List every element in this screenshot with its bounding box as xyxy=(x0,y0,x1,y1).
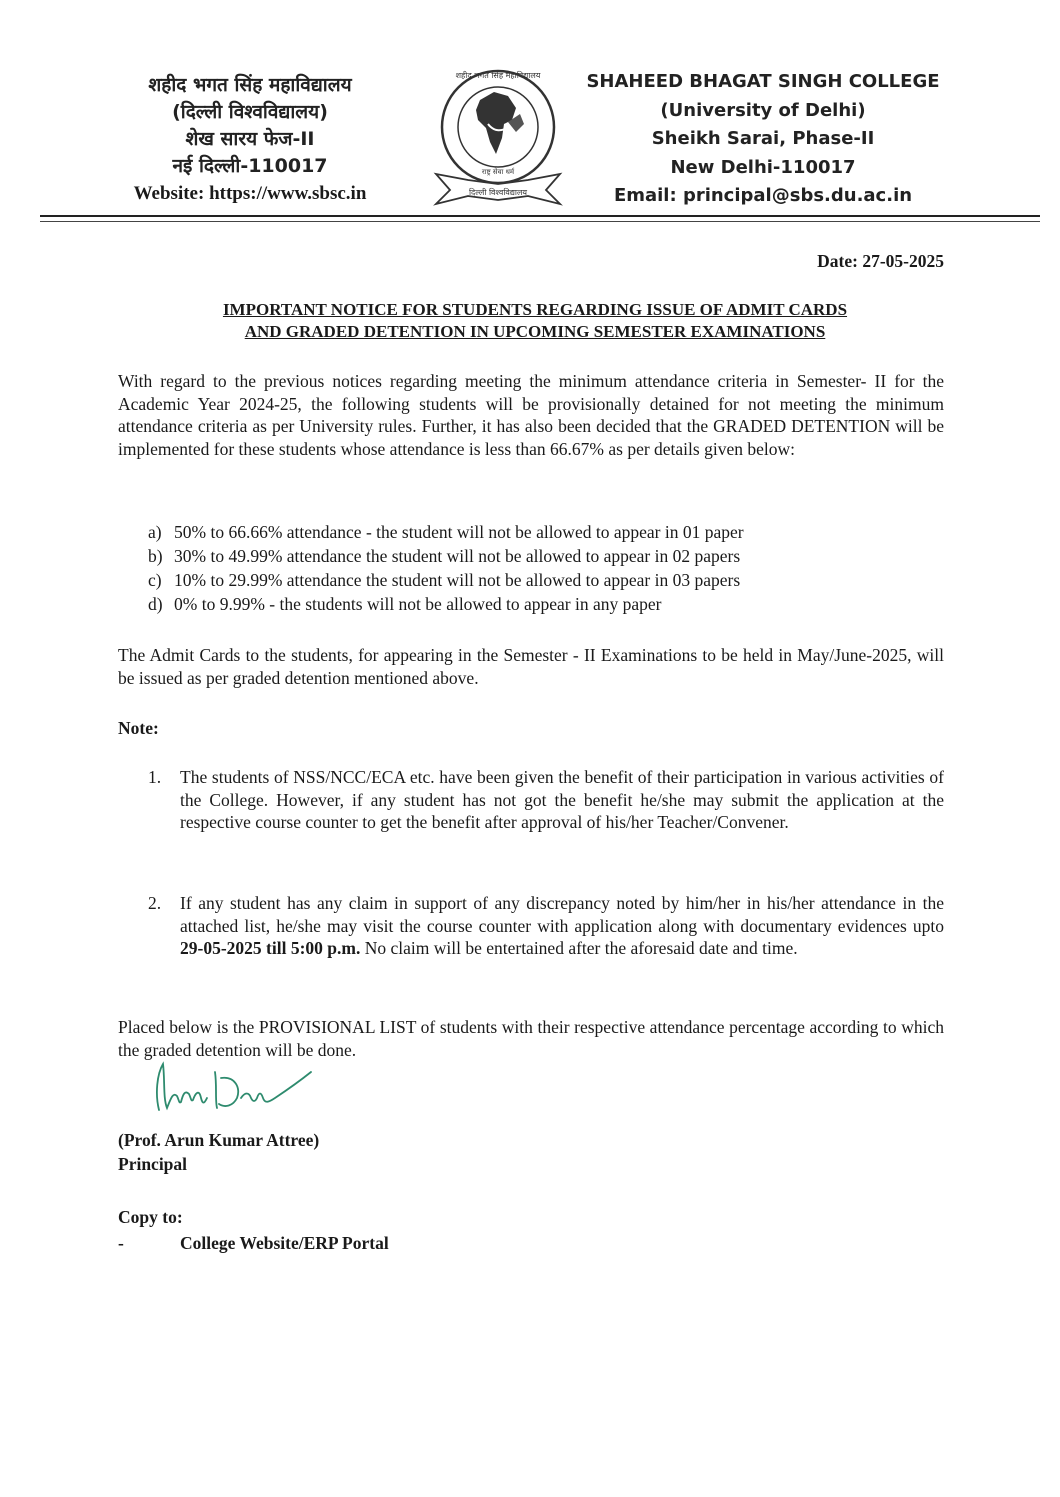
header-divider xyxy=(40,215,1040,217)
logo-text-top: शहीद भगत सिंह महाविद्यालय xyxy=(455,71,541,80)
list-item-text: 50% to 66.66% attendance - the student will not be allowed to appear in 01 paper xyxy=(174,522,744,542)
signatory-designation: Principal xyxy=(118,1154,188,1174)
notice-date: Date: 27-05-2025 xyxy=(817,251,944,271)
note-text-pre: If any student has any claim in support of any discrepancy noted by him/her in his/her attendance in the attached list, he/she may visit the course counter with application along with documentary evidences upto xyxy=(180,893,944,936)
list-marker: c) xyxy=(148,570,162,590)
hindi-line-1: शहीद भगत सिंह महाविद्यालय xyxy=(148,74,352,96)
list-item xyxy=(148,568,744,592)
college-name: SHAHEED BHAGAT SINGH COLLEGE xyxy=(586,71,940,92)
college-logo-icon xyxy=(428,62,568,212)
list-item xyxy=(148,544,744,568)
list-item-text: 10% to 29.99% attendance the student will not be allowed to appear in 03 papers xyxy=(174,570,741,590)
deadline-text: 29-05-2025 till 5:00 p.m. xyxy=(180,938,361,958)
note-text-post: No claim will be entertained after the aforesaid date and time. xyxy=(360,938,798,958)
website-line: Website: https://www.sbsc.in xyxy=(133,183,367,204)
copy-to-item xyxy=(118,1230,389,1256)
address-line: Sheikh Sarai, Phase-II xyxy=(651,128,875,149)
list-item-text: 30% to 49.99% attendance the student will not be allowed to appear in 02 papers xyxy=(174,546,741,566)
note-number: 1. xyxy=(148,767,162,787)
title-line-1: IMPORTANT NOTICE FOR STUDENTS REGARDING ISSUE OF ADMIT CARDS xyxy=(222,300,848,319)
header-hindi-block xyxy=(100,72,400,208)
city-line: New Delhi-110017 xyxy=(670,156,856,178)
university-line: (University of Delhi) xyxy=(660,99,866,121)
list-marker: d) xyxy=(148,594,163,614)
note-text: The students of NSS/NCC/ECA etc. have been given the benefit of their participation in various activities of the College. However, if any student has not got the benefit he/she may submit the application at the respective course counter to get the benefit after approval of his/her Teacher/Convener. xyxy=(180,767,944,832)
note-text xyxy=(180,892,944,960)
notice-title xyxy=(110,299,960,343)
provisional-list-paragraph xyxy=(118,1016,944,1061)
hindi-line-3: शेख सारय फेज-II xyxy=(185,128,315,150)
note-item-2 xyxy=(148,892,944,960)
copy-dash: - xyxy=(118,1233,124,1253)
list-item xyxy=(148,592,744,616)
header-english-block xyxy=(568,68,958,211)
signatory-block xyxy=(118,1128,319,1176)
logo-text-motto: राष्ट्र सेवा धर्म xyxy=(481,168,515,176)
hindi-line-4: नई दिल्ली-110017 xyxy=(172,155,328,177)
hindi-line-2: (दिल्ली विश्वविद्यालय) xyxy=(172,101,328,123)
note-item-1 xyxy=(148,766,944,834)
signatory-name: (Prof. Arun Kumar Attree) xyxy=(118,1130,320,1150)
copy-to-block xyxy=(118,1204,389,1256)
header-divider-thin xyxy=(40,221,1040,222)
list-item-text: 0% to 9.99% - the students will not be allowed to appear in any paper xyxy=(174,594,662,614)
copy-to-label: Copy to: xyxy=(118,1207,183,1227)
admit-card-text: The Admit Cards to the students, for appearing in the Semester - II Examinations to be held in May/June-2025, will be issued as per graded detention mentioned above. xyxy=(118,645,944,688)
note-number: 2. xyxy=(148,893,162,913)
provisional-text: Placed below is the PROVISIONAL LIST of students with their respective attendance percentage according to which the graded detention will be done. xyxy=(118,1017,944,1060)
title-line-2: AND GRADED DETENTION IN UPCOMING SEMESTER EXAMINATIONS xyxy=(244,322,826,341)
list-marker: b) xyxy=(148,546,163,566)
copy-item-text: College Website/ERP Portal xyxy=(180,1233,389,1253)
admit-card-paragraph xyxy=(118,644,944,689)
criteria-list xyxy=(148,520,744,616)
intro-text: With regard to the previous notices regarding meeting the minimum attendance criteria in Semester- II for the Academic Year 2024-25, the following students will be provisionally detained for not meeting the minimum attendance criteria as per University rules. Further, it has also been decided that the GRADED DETENTION will be implemented for these students whose attendance is less than 66.67% as per details given below: xyxy=(118,371,944,459)
note-label: Note: xyxy=(118,718,159,738)
principal-signature-icon xyxy=(145,1058,315,1118)
list-marker: a) xyxy=(148,522,162,542)
email-line: Email: principal@sbs.du.ac.in xyxy=(613,185,913,206)
list-item xyxy=(148,520,744,544)
logo-text-banner: दिल्ली विश्वविद्यालय xyxy=(468,188,528,197)
intro-paragraph xyxy=(118,370,944,460)
